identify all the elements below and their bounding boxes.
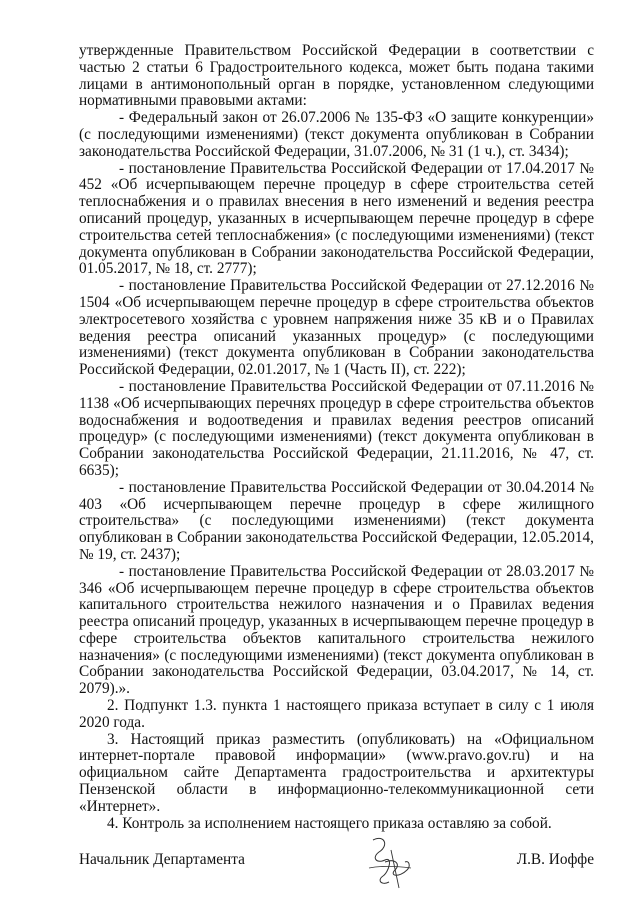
paragraph-intro: утвержденные Правительством Российской Федерации в соответствии с частью 2 статьи 6 Градостроительного кодекса, может быть подана такими лицами в антимонопольный орган в порядке, установленном следующими нормативными правовыми актами: bbox=[79, 42, 594, 110]
signatory-name: Л.В. Иоффе bbox=[516, 851, 594, 868]
signature-block bbox=[79, 851, 594, 869]
paragraph-decree-452: - постановление Правительства Российской Федерации от 17.04.2017 № 452 «Об исчерпывающем перечне процедур в сфере строительства сетей теплоснабжения и о правилах внесения в него изменений и ведения реестра описаний процедур, указанных в исчерпывающем перечне процедур в сфере строительства сетей теплоснабжения» (с последующими изменениями) (текст документа опубликован в Собрании законодательства Российской Федерации, 01.05.2017, № 18, ст. 2777); bbox=[79, 159, 594, 278]
paragraph-decree-346: - постановление Правительства Российской Федерации от 28.03.2017 № 346 «Об исчерпывающем перечне процедур в сфере строительства объектов капитального строительства нежилого назначения и о Правилах ведения реестра описаний процедур, указанных в исчерпывающем перечне процедур в сфере строительства объектов капитального строительства нежилого назначения» (с последующими изменениями) (текст документа опубликован в Собрании законодательства Российской Федерации, 03.04.2017, № 14, ст. 2079).». bbox=[79, 562, 594, 698]
paragraph-item-4: 4. Контроль за исполнением настоящего приказа оставляю за собой. bbox=[107, 814, 552, 832]
paragraph-item-3: 3. Настоящий приказ разместить (опубликовать) на «Официальном интернет-портале правовой информации» (www.pravo.gov.ru) и на официальном сайте Департамента градостроительства и архитектуры Пензенской области в информационно-телекоммуникационной сети «Интернет». bbox=[79, 730, 594, 815]
paragraph-decree-1138: - постановление Правительства Российской Федерации от 07.11.2016 № 1138 «Об исчерпывающих перечнях процедур в сфере строительства объектов водоснабжения и водоотведения и правилах ведения реестров описаний процедур» (с последующими изменениями) (текст документа опубликован в Собрании законодательства Российской Федерации, 21.11.2016, № 47, ст. 6635); bbox=[79, 377, 594, 479]
paragraph-law-135: - Федеральный закон от 26.07.2006 № 135-ФЗ «О защите конкуренции» (с последующими изменениями) (текст документа опубликован в Собрании законодательства Российской Федерации, 31.07.2006, № 31 (1 ч.), ст. 3434); bbox=[79, 109, 594, 160]
paragraph-decree-403: - постановление Правительства Российской Федерации от 30.04.2014 № 403 «Об исчерпывающем перечне процедур в сфере жилищного строительства» (с последующими изменениями) (текст документа опубликован в Собрании законодательства Российской Федерации, 12.05.2014, № 19, ст. 2437); bbox=[79, 478, 594, 563]
paragraph-item-2: 2. Подпункт 1.3. пункта 1 настоящего приказа вступает в силу с 1 июля 2020 года. bbox=[79, 697, 594, 731]
paragraph-decree-1504: - постановление Правительства Российской Федерации от 27.12.2016 № 1504 «Об исчерпывающем перечне процедур в сфере строительства объектов электросетевого хозяйства с уровнем напряжения ниже 35 кВ и о Правилах ведения реестра описаний указанных процедур» (с последующими изменениями) (текст документа опубликован в Собрании законодательства Российской Федерации, 02.01.2017, № 1 (Часть II), ст. 222); bbox=[79, 277, 594, 379]
signatory-position: Начальник Департамента bbox=[79, 851, 245, 868]
